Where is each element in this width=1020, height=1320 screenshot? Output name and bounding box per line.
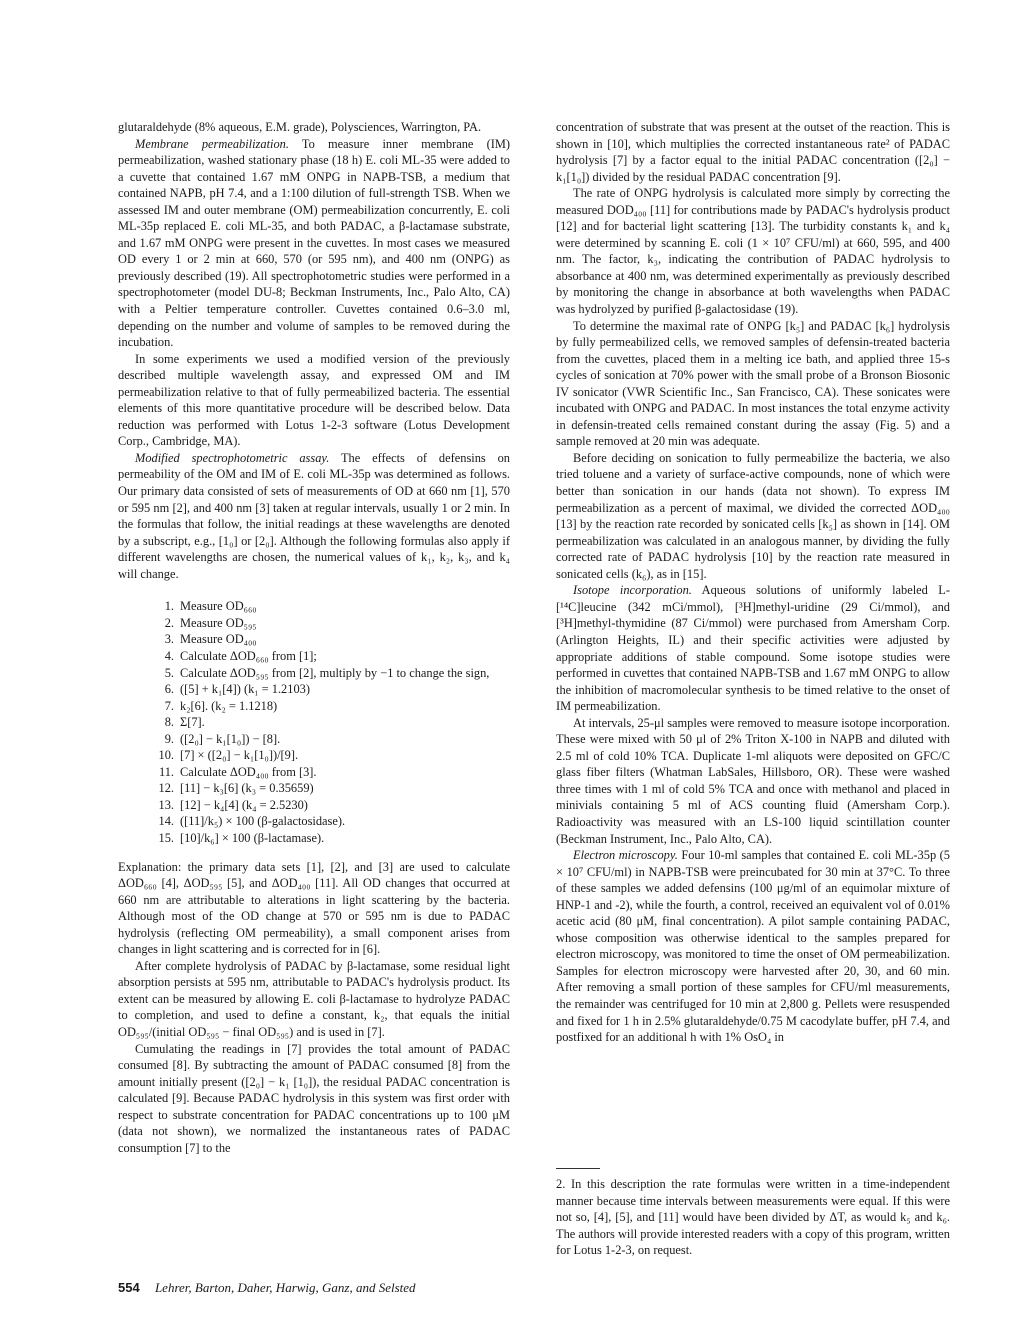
paragraph [118,351,510,450]
paragraph [556,185,950,317]
calculation-step [154,615,510,632]
left-column [118,119,510,1156]
calculation-step [154,830,510,847]
step-number: 6. [164,682,174,697]
step-text: Σ[7]. [180,715,205,730]
calculation-steps-list [118,598,510,846]
section-heading: Electron microscopy. [573,848,678,863]
paragraph-text: After complete hydrolysis of PADAC by β-lactamase, some residual light absorption persists at 595 nm, attributable to PADAC's hydrolysis product. Its extent can be measured by allowing E. coli β-lactamase to hydrolyze PADAC to completion, and used to define a constant, k₂, that equals the initial OD₅₉₅/(initial OD₅₉₅ − final OD₅₉₅) and is used in [7]. [118,958,510,1039]
calculation-step [154,631,510,648]
section-heading: Membrane permeabilization. [135,136,289,151]
calculation-step [154,780,510,797]
step-number: 4. [164,648,174,663]
step-number: 12. [158,781,174,796]
paragraph-text: concentration of substrate that was present at the outset of the reaction. This is shown in [10], which multiplies the corrected instantaneous rate² of PADAC hydrolysis [7] by a factor equal to the initial PADAC concentration ([2₀] − k₁[1₀]) divided by the residual PADAC concentration [9]. [556,120,950,184]
paragraph [118,958,510,1041]
calculation-step [154,764,510,781]
step-number: 10. [158,748,174,763]
step-number: 5. [164,665,174,680]
section-heading: Isotope incorporation. [573,583,692,598]
paragraph-text: In some experiments we used a modified version of the previously described multiple wavelength assay, and expressed OM and IM permeabilization relative to that of fully permeabilized bacteria. The essential elements of this more quantitative procedure will be described below. Data reduction was performed with Lotus 1-2-3 software (Lotus Development Corp., Cambridge, MA). [118,351,510,449]
paragraph [556,450,950,582]
step-number: 7. [164,698,174,713]
calculation-step [154,813,510,830]
calculation-step [154,698,510,715]
step-number: 8. [164,715,174,730]
calculation-step [154,665,510,682]
paragraph-text: Cumulating the readings in [7] provides the total amount of PADAC consumed [8]. By subtracting the amount of PADAC consumed [8] from the amount initially present ([2₀] − k₁ [1₀]), the residual PADAC concentration is calculated [9]. Because PADAC hydrolysis in this system was first order with respect to substrate concentration for PADAC concentrations up to 100 μM (data not shown), we normalized the instantaneous rates of PADAC consumption [7] to the [118,1041,510,1155]
paragraph-text: Four 10-ml samples that contained E. coli ML-35p (5 × 10⁷ CFU/ml) in NAPB-TSB were preincubated for 30 min at 37°C. To three of these samples we added defensins (100 μg/ml of an equimolar mixture of HNP-1 and -2), while the fourth, a control, received an equivalent vol of 0.01% acetic acid (80 μM, final concentration). A pilot sample containing PADAC, whose composition was otherwise identical to the samples prepared for electron microscopy, was monitored to time the onset of OM permeabilization. Samples for electron microscopy were harvested after 20, 30, and 60 min. After removing a small portion of these samples for CFU/ml measurements, the remainder was centrifuged for 10 min at 2,800 g. Pellets were resuspended and fixed for 1 h in 2.5% glutaraldehyde/0.75 M cacodylate buffer, pH 7.4, and postfixed for an additional h with 1% OsO₄ in [556,848,950,1045]
step-number: 3. [164,632,174,647]
paragraph [556,318,950,450]
step-text: Measure OD₆₆₀ [180,599,257,614]
step-text: [10]/k₆] × 100 (β-lactamase). [180,830,325,845]
calculation-step [154,747,510,764]
paragraph [118,136,510,351]
step-text: ([11]/k₅) × 100 (β-galactosidase). [180,814,346,829]
step-text: [12] − k₄[4] (k₄ = 2.5230) [180,797,308,812]
running-authors: Lehrer, Barton, Daher, Harwig, Ganz, and Selsted [154,1280,416,1295]
step-number: 15. [158,830,174,845]
paragraph [118,1041,510,1157]
paragraph [118,119,510,136]
step-number: 14. [158,814,174,829]
calculation-step [154,797,510,814]
step-number: 1. [164,599,174,614]
right-column [556,119,950,1046]
section-heading: Modified spectrophotometric assay. [135,450,330,465]
step-text: Calculate ΔOD₅₉₅ from [2], multiply by −1 to change the sign, [180,665,490,680]
calculation-step [154,681,510,698]
step-text: Calculate ΔOD₆₆₀ from [1]; [180,648,317,663]
paragraph-text: glutaraldehyde (8% aqueous, E.M. grade), Polysciences, Warrington, PA. [118,120,482,134]
step-text: k₂[6]. (k₂ = 1.1218) [180,698,278,713]
step-text: Measure OD₅₉₅ [180,615,257,630]
step-text: [11] − k₃[6] (k₃ = 0.35659) [180,781,314,796]
paragraph-text: Explanation: the primary data sets [1], [2], and [3] are used to calculate ΔOD₆₆₀ [4], ΔOD₅₉₅ [5], and ΔOD₄₀₀ [11]. All OD changes that occurred at 660 nm are attributable to alterations in light scattering by the bacteria. Although most of the OD change at 570 or 595 nm is due to PADAC hydrolysis (reflecting OM permeability), a small component arises from changes in light scattering and is corrected for in [6]. [118,859,510,957]
paragraph [118,450,510,582]
calculation-step [154,731,510,748]
paragraph [556,119,950,185]
step-text: [7] × ([2₀] − k₁[1₀])/[9]. [180,748,299,763]
paragraph [556,582,950,714]
paragraph [118,859,510,958]
page-footer [118,1280,416,1296]
paragraph-text: Aqueous solutions of uniformly labeled L-[¹⁴C]leucine (342 mCi/mmol), [³H]methyl-uridine (29 Ci/mmol), and [³H]methyl-thymidine (87 Ci/mmol) were purchased from Amersham Corp. (Arlington Heights, IL) and their specific activities were adjusted by appropriate additions of stable compound. Some isotope studies were performed in cuvettes that contained NAPB-TSB and 1.67 mM ONPG to allow the inhibition of macromolecular synthesis to be timed relative to the onset of IM permeabilization. [556,583,950,714]
footnote: 2. In this description the rate formulas were written in a time-independent manner because time intervals between measurements were equal. If this were not so, [4], [5], and [11] would have been divided by ΔT, as would k₅ and k₆. The authors will provide interested readers with a copy of this program, written for Lotus 1-2-3, on request. [556,1177,950,1258]
paragraph [556,847,950,1046]
step-text: ([2₀] − k₁[1₀]) − [8]. [180,731,281,746]
paragraph-text: To determine the maximal rate of ONPG [k₅] and PADAC [k₆] hydrolysis by fully permeabilized cells, we removed samples of defensin-treated bacteria from the cuvettes, placed them in a melting ice bath, and applied three 15-s cycles of sonication at 70% power with the small probe of a Bronson Biosonic IV sonicator (VWR Scientific Inc., San Francisco, CA). These sonicates were incubated with ONPG and PADAC. In most instances the total enzyme activity in defensin-treated cells remained constant during the assay (Fig. 5) and a sample removed at 20 min was adequate. [556,318,950,449]
left-paragraphs-after [118,859,510,1157]
calculation-step [154,648,510,665]
step-text: Measure OD₄₀₀ [180,632,257,647]
paragraph-text: Before deciding on sonication to fully permeabilize the bacteria, we also tried toluene and a variety of surface-active compounds, none of which were better than sonication in our hands (data not shown). To express IM permeabilization as a percent of maximal, we divided the corrected ΔOD₄₀₀ [13] by the reaction rate recorded by sonicated cells [k₅] as shown in [14]. OM permeabilization was calculated in an analogous manner, by dividing the fully corrected rate of PADAC hydrolysis [10] by the reaction rate measured in sonicated cells (k₆), as in [15]. [556,450,950,581]
paragraph-text: The effects of defensins on permeability of the OM and IM of E. coli ML-35p was determined as follows. Our primary data consisted of sets of measurements of OD at 660 nm [1], 570 or 595 nm [2], and 400 nm [3] taken at regular intervals, usually 1 or 2 min. In the formulas that follow, the initial readings at these wavelengths are denoted by a subscript, e.g., [1₀] or [2₀]. Although the following formulas also apply if different wavelengths are chosen, the numerical values of k₁, k₂, k₃, and k₄ will change. [118,450,510,581]
calculation-step [154,714,510,731]
paragraph-text: The rate of ONPG hydrolysis is calculated more simply by correcting the measured DOD₄₀₀ [11] for contributions made by PADAC's hydrolysis product [12] and for bacterial light scattering [13]. The turbidity constants k₁ and k₄ were determined by scanning E. coli (1 × 10⁷ CFU/ml) at 660, 595, and 400 nm. The factor, k₃, indicating the contribution of PADAC hydrolysis to absorbance at 400 nm, was determined experimentally as previously described by monitoring the change in absorbance at both wavelengths when PADAC was hydrolyzed by purified β-galactosidase (19). [556,186,950,317]
paragraph-text: At intervals, 25-μl samples were removed to measure isotope incorporation. These were mixed with 50 μl of 2% Triton X-100 in NAPB and diluted with 2.5 ml of cold 10% TCA. Duplicate 1-ml aliquots were deposited on GFC/C glass fiber filters (Whatman LabSales, Hillsboro, OR). These were washed three times with 1 ml of cold 5% TCA and once with methanol and placed in minivials containing 5 ml of ACS counting fluid (Amersham Corp.). Radioactivity was measured with an LS-100 liquid scintillation counter (Beckman Instrument, Inc., Palo Alto, CA). [556,715,950,846]
step-number: 11. [158,764,174,779]
calculation-step [154,598,510,615]
step-text: ([5] + k₁[4]) (k₁ = 1.2103) [180,682,310,697]
step-text: Calculate ΔOD₄₀₀ from [3]. [180,764,317,779]
step-number: 2. [164,615,174,630]
step-number: 9. [164,731,174,746]
left-paragraphs [118,119,510,582]
footnote-rule [556,1168,600,1169]
step-number: 13. [158,797,174,812]
paragraph-text: To measure inner membrane (IM) permeabilization, washed stationary phase (18 h) E. coli ML-35 were added to a cuvette that contained 1.67 mM ONPG in NAPB-TSB, a medium that contained NAPB, pH 7.4, and a 1:100 dilution of full-strength TSB. When we assessed IM and outer membrane (OM) permeabilization concurrently, E. coli ML-35p replaced E. coli ML-35, and both PADAC, a β-lactamase substrate, and 1.67 mM ONPG were present in the cuvettes. In most cases we measured OD every 1 or 2 min at 660, 570 (or 595 nm), and 400 nm (ONPG) as previously described (19). All spectrophotometric studies were performed in a spectrophotometer (model DU-8; Beckman Instruments, Inc., Palo Alto, CA) with a Peltier temperature controller. Cuvettes contained 0.6–3.0 ml, depending on the number and volume of samples to be removed during the incubation. [118,136,510,350]
page-number: 554 [118,1280,140,1295]
paragraph [556,715,950,847]
